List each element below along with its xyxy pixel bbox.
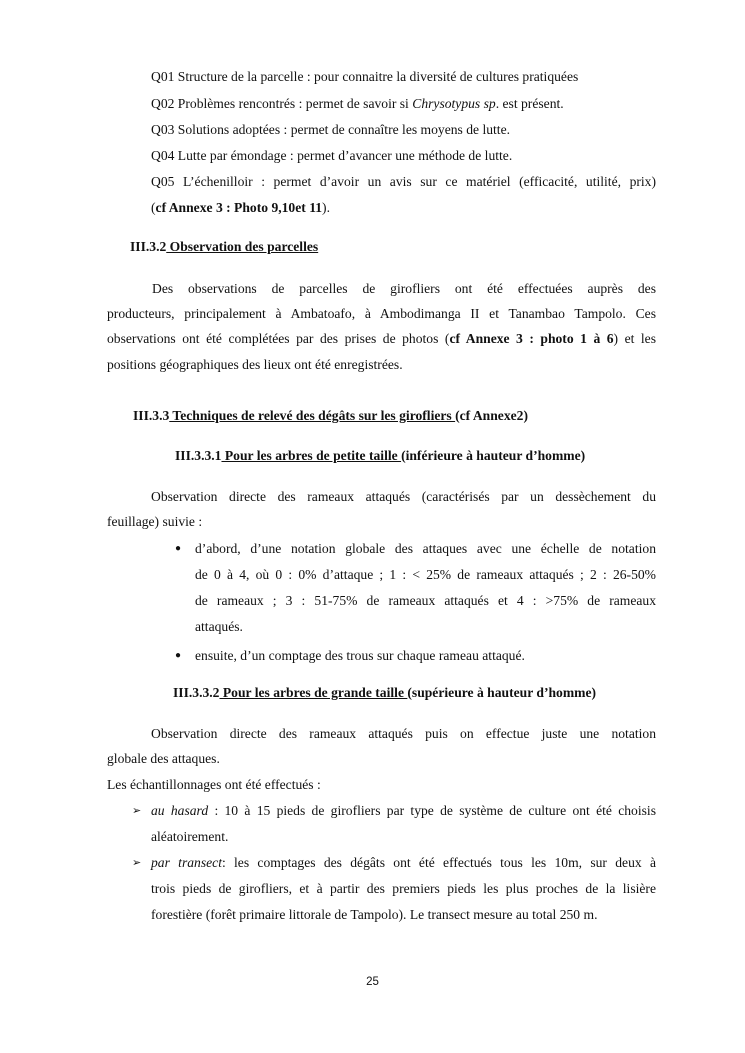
heading-iii-3-3-1 bbox=[175, 448, 585, 464]
heading-title: Techniques de relevé des dégâts sur les girofliers bbox=[169, 408, 456, 423]
heading-number: III.3.2 bbox=[130, 239, 167, 254]
s3331-para-line1: Observation directe des rameaux attaqués (caractérisés par un dessèchement du bbox=[151, 489, 656, 504]
item2-line2: trois pieds de girofliers, et à partir des premiers pieds les plus proches de la lisière bbox=[151, 881, 656, 896]
bullet1-line2: de 0 à 4, où 0 : 0% d’attaque ; 1 : < 25% de rameaux attaqués ; 2 : 26-50% bbox=[195, 567, 656, 582]
q05-open: ( bbox=[151, 200, 156, 215]
s332-text: observations ont été complétées par des prises de photos ( bbox=[107, 331, 450, 346]
s3332-para-line3: Les échantillonnages ont été effectués : bbox=[107, 777, 321, 792]
q05-annex-ref: cf Annexe 3 : Photo 9,10et 11 bbox=[155, 200, 323, 215]
s332-para-line3 bbox=[107, 331, 656, 347]
bullet2-text: ensuite, d’un comptage des trous sur chaque rameau attaqué. bbox=[195, 648, 525, 663]
heading-title: Pour les arbres de grande taille bbox=[219, 685, 408, 700]
arrow-bullet-icon: ➢ bbox=[132, 805, 142, 817]
item2-label: par transect bbox=[151, 855, 222, 870]
s332-para-line4: positions géographiques des lieux ont été enregistrées. bbox=[107, 357, 403, 372]
bullet1-line3: de rameaux ; 3 : 51-75% de rameaux attaqués et 4 : >75% de rameaux bbox=[195, 593, 656, 608]
question-q01: Q01 Structure de la parcelle : pour connaitre la diversité de cultures pratiquées bbox=[151, 69, 579, 84]
question-q05-ref bbox=[151, 200, 330, 216]
heading-number: III.3.3.2 bbox=[173, 685, 220, 700]
s3332-para-line1: Observation directe des rameaux attaqués puis on effectue juste une notation bbox=[151, 726, 656, 741]
q02-text-end: . est présent. bbox=[495, 96, 564, 111]
q02-species: Chrysotypus sp bbox=[412, 96, 496, 111]
heading-suffix: (inférieure à hauteur d’homme) bbox=[401, 448, 586, 463]
s332-para-line2: producteurs, principalement à Ambatoafo, à Ambodimanga II et Tanambao Tampolo. Ces bbox=[107, 306, 656, 321]
bullet-icon: ● bbox=[175, 543, 182, 554]
q05-close: ). bbox=[322, 200, 330, 215]
bullet-icon: ● bbox=[175, 650, 182, 661]
heading-title: Pour les arbres de petite taille bbox=[221, 448, 402, 463]
s332-para-line1: Des observations de parcelles de girofliers ont été effectuées auprès des bbox=[152, 281, 656, 296]
heading-suffix: (supérieure à hauteur d’homme) bbox=[407, 685, 597, 700]
item1-line2: aléatoirement. bbox=[151, 829, 229, 844]
heading-iii-3-3-2 bbox=[173, 685, 596, 701]
s3332-para-line2: globale des attaques. bbox=[107, 751, 220, 766]
question-q05: Q05 L’échenilloir : permet d’avoir un avis sur ce matériel (efficacité, utilité, prix) bbox=[151, 174, 656, 189]
heading-iii-3-3 bbox=[133, 408, 528, 424]
bullet1-line1: d’abord, d’une notation globale des attaques avec une échelle de notation bbox=[195, 541, 656, 556]
s3331-para-line2: feuillage) suivie : bbox=[107, 514, 203, 529]
arrow-bullet-icon: ➢ bbox=[132, 857, 142, 869]
s332-annex-ref: cf Annexe 3 : photo 1 à 6 bbox=[449, 331, 614, 346]
item1-label: au hasard bbox=[151, 803, 209, 818]
heading-title: Observation des parcelles bbox=[166, 239, 319, 254]
heading-iii-3-2 bbox=[130, 239, 318, 255]
bullet1-line4: attaqués. bbox=[195, 619, 243, 634]
heading-number: III.3.3.1 bbox=[175, 448, 222, 463]
item2-line3: forestière (forêt primaire littorale de Tampolo). Le transect mesure au total 250 m. bbox=[151, 907, 598, 922]
question-q04: Q04 Lutte par émondage : permet d’avancer une méthode de lutte. bbox=[151, 148, 513, 163]
s332-text-end: ) et les bbox=[613, 331, 656, 346]
heading-suffix: (cf Annexe2) bbox=[455, 408, 528, 423]
item1-text: : 10 à 15 pieds de girofliers par type de système de culture ont été choisis bbox=[208, 803, 656, 818]
page-number: 25 bbox=[366, 976, 379, 988]
question-q02 bbox=[151, 96, 564, 112]
item2-line1 bbox=[151, 855, 656, 871]
q02-text: Q02 Problèmes rencontrés : permet de savoir si bbox=[151, 96, 413, 111]
heading-number: III.3.3 bbox=[133, 408, 170, 423]
item1-line1 bbox=[151, 803, 656, 819]
item2-text: : les comptages des dégâts ont été effectués tous les 10m, sur deux à bbox=[221, 855, 656, 870]
question-q03: Q03 Solutions adoptées : permet de connaître les moyens de lutte. bbox=[151, 122, 511, 137]
